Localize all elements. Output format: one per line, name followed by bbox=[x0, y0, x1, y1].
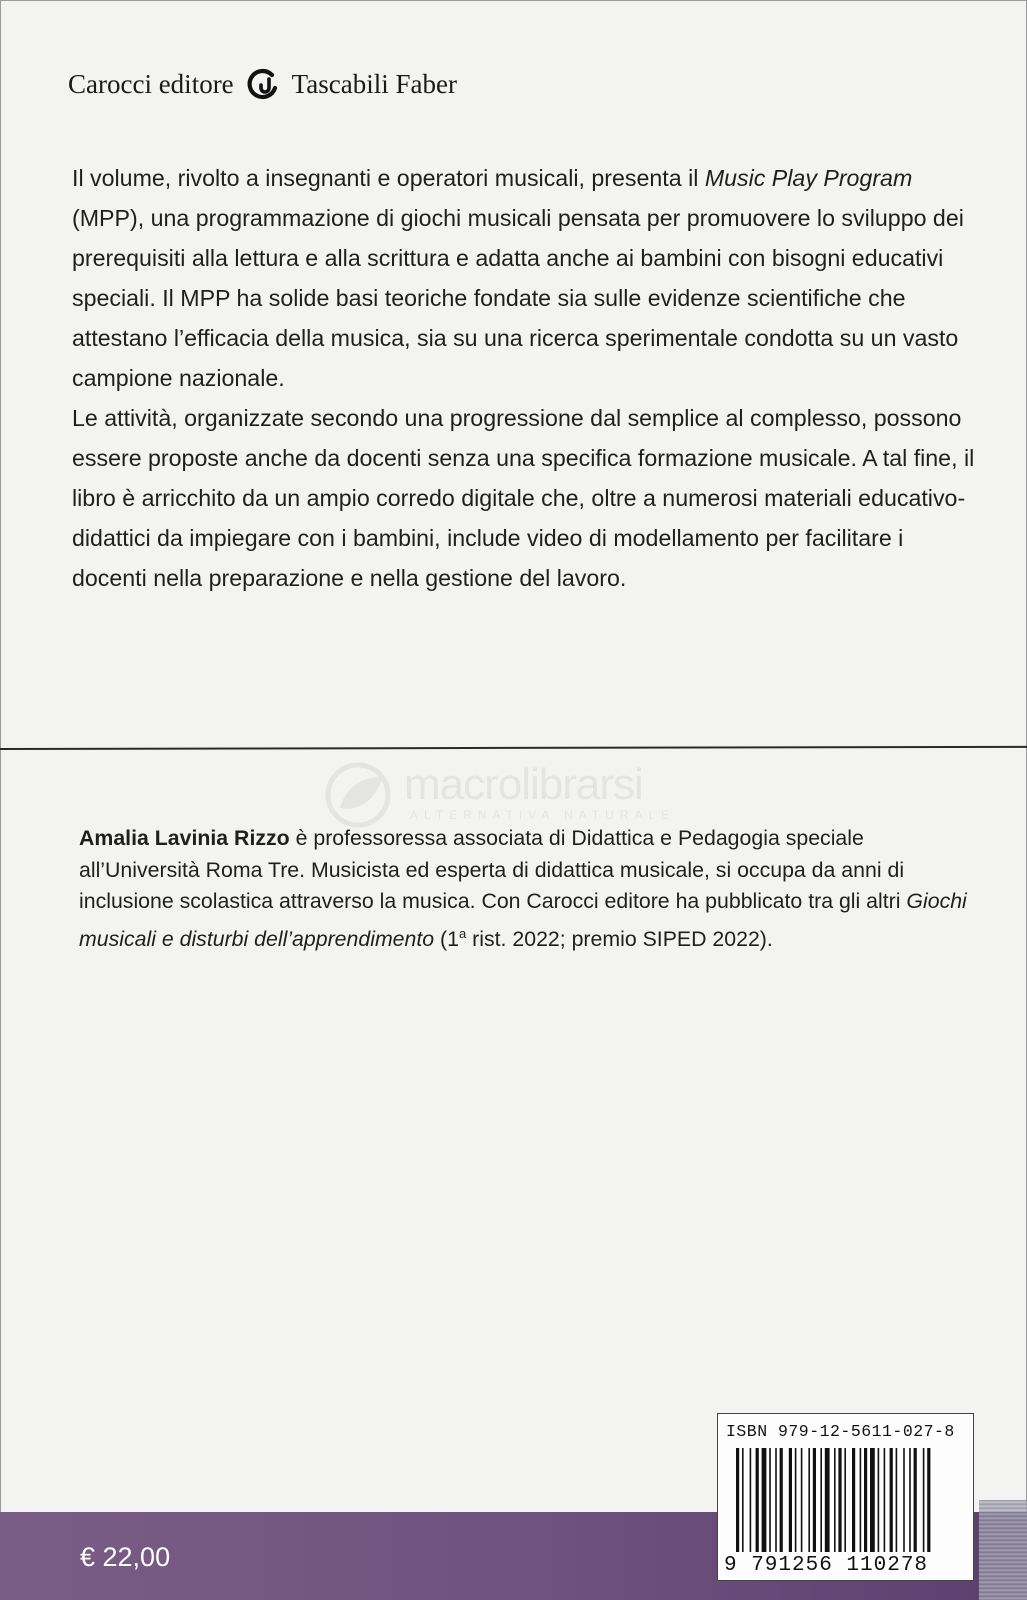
barcode-bar bbox=[769, 1448, 771, 1552]
barcode-bar bbox=[864, 1448, 867, 1552]
cited-book-title: Giochi musicali e disturbi dell’apprendimento bbox=[79, 889, 967, 951]
ordinal-superscript: a bbox=[459, 925, 467, 941]
description-text: Il volume, rivolto a insegnanti e operatori musicali, presenta il bbox=[72, 165, 705, 191]
barcode-bar bbox=[762, 1448, 767, 1552]
description-text: (MPP), una programmazione di giochi musicali pensata per promuovere lo sviluppo dei prerequisiti alla lettura e alla scrittura e adatta anche ai bambini con bisogni educativi speciali. Il MPP ha solide basi teoriche fondate sia sulle evidenze scientifiche che attestano l’efficacia della musica, sia su una ricerca sperimentale condotta su un vasto campione nazionale. bbox=[72, 205, 964, 391]
program-title: Music Play Program bbox=[704, 165, 913, 191]
barcode-bar bbox=[825, 1448, 830, 1552]
barcode-bar bbox=[890, 1448, 893, 1552]
barcode-bar bbox=[838, 1448, 841, 1552]
barcode-bar bbox=[795, 1448, 797, 1552]
barcode-bar bbox=[742, 1448, 744, 1552]
barcode-icon bbox=[736, 1448, 958, 1552]
author-bio bbox=[79, 823, 984, 955]
barcode-bar bbox=[844, 1448, 846, 1552]
isbn-digits: 9 791256 110278 bbox=[724, 1554, 929, 1577]
barcode-bar bbox=[927, 1448, 930, 1552]
barcode-bar bbox=[775, 1448, 777, 1552]
series-name: Tascabili Faber bbox=[291, 68, 457, 99]
barcode-bar bbox=[884, 1448, 886, 1552]
bio-text: rist. 2022; premio SIPED 2022). bbox=[466, 926, 773, 951]
watermark-brand: macrolibrarsi bbox=[404, 760, 643, 809]
barcode-bar bbox=[801, 1448, 803, 1552]
isbn-label: ISBN 979-12-5611-027-8 bbox=[726, 1422, 955, 1441]
barcode-bar bbox=[860, 1448, 862, 1552]
barcode-bar bbox=[780, 1448, 783, 1552]
bio-text: (1 bbox=[434, 926, 459, 951]
isbn-barcode-box bbox=[717, 1413, 974, 1581]
barcode-bar bbox=[878, 1448, 880, 1552]
barcode-bar bbox=[896, 1448, 898, 1552]
description-paragraph-1 bbox=[72, 158, 982, 398]
bio-text: è professoressa associata di Didattica e Pedagogia speciale all’Università Roma Tre. Musicista ed esperta di didattica musicale, si occupa da anni di inclusione scolastica attraverso la musica. Con Carocci editore ha pubblicato tra gli altri bbox=[79, 826, 907, 913]
watermark-tagline: ALTERNATIVA NATURALE bbox=[410, 808, 676, 822]
barcode-bar bbox=[756, 1448, 759, 1552]
barcode-bar bbox=[834, 1448, 836, 1552]
barcode-bar bbox=[914, 1448, 917, 1552]
publisher-header bbox=[68, 66, 457, 102]
bio-paragraph bbox=[79, 823, 984, 955]
barcode-bar bbox=[789, 1448, 792, 1552]
barcode-bar bbox=[909, 1448, 911, 1552]
author-name: Amalia Lavinia Rizzo bbox=[79, 826, 290, 850]
barcode-bar bbox=[923, 1448, 925, 1552]
barcode-bar bbox=[903, 1448, 905, 1552]
barcode-bar bbox=[852, 1448, 855, 1552]
barcode-bar bbox=[736, 1448, 739, 1552]
page-edge bbox=[979, 1500, 1027, 1600]
barcode-bar bbox=[808, 1448, 810, 1552]
carocci-at-logo-icon bbox=[246, 66, 282, 102]
price-label: € 22,00 bbox=[80, 1542, 171, 1572]
barcode-bar bbox=[870, 1448, 875, 1552]
description-paragraph-2: Le attività, organizzate secondo una progressione dal semplice al complesso, possono essere proposte anche da docenti senza una specifica formazione musicale. A tal fine, il libro è arricchito da un ampio corredo digitale che, oltre a numerosi materiali educativo-didattici da impiegare con i bambini, include video di modellamento per facilitare i docenti nella preparazione e nella gestione del lavoro. bbox=[72, 405, 975, 591]
publisher-name: Carocci editore bbox=[68, 68, 234, 99]
barcode-bar bbox=[813, 1448, 816, 1552]
barcode-bar bbox=[820, 1448, 822, 1552]
barcode-bar bbox=[750, 1448, 752, 1552]
book-description bbox=[72, 158, 982, 598]
